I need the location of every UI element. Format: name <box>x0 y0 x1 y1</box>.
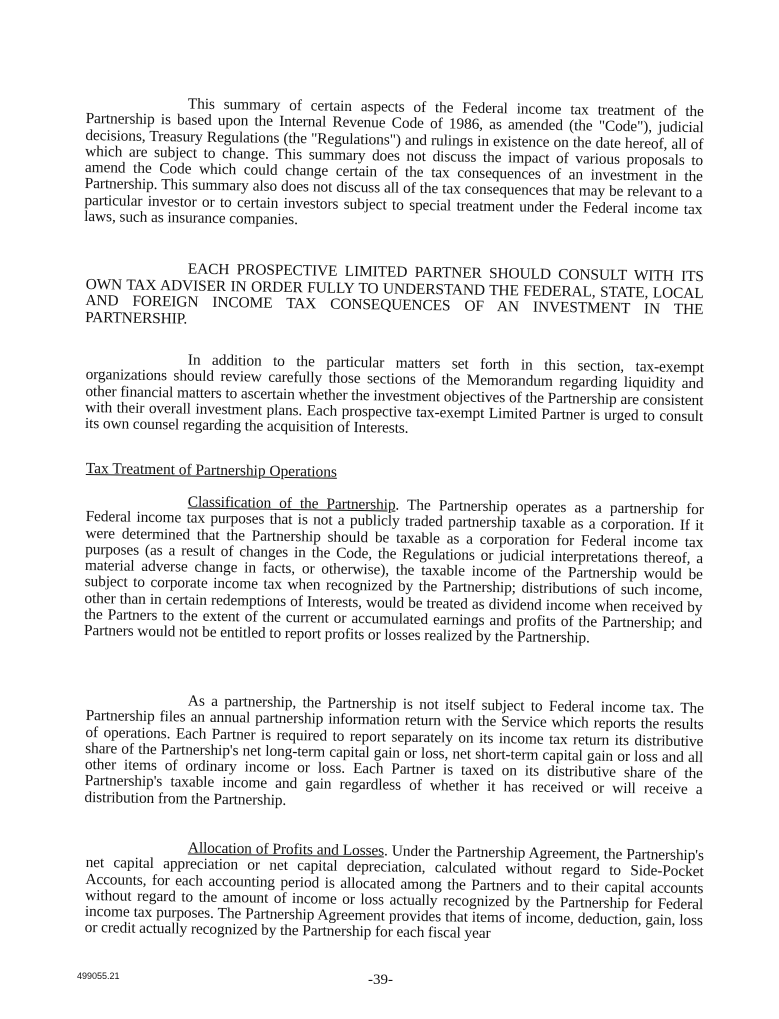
paragraph-consult-warning <box>85 260 704 336</box>
paragraph-text: . Under the Partnership Agreement, the Partnership's net capital appreciation or net capital depreciation, calculated without regard to Side-Pocket Accounts, for each accounting period is allocated among the Partners and to their capital accounts without regard to the amount of income or loss actually recognized by the Partnership for Federal income tax purposes. The Partnership Agreement provides that items of income, deduction, gain, loss or credit actually recognized by the Partnership for each fiscal year <box>84 842 704 943</box>
document-number: 499055.21 <box>77 971 120 981</box>
page-number: -39- <box>368 972 393 988</box>
subheading-classification: Classification of the Partnership <box>187 493 396 514</box>
section-heading: Tax Treatment of Partnership Operations <box>85 460 338 481</box>
paragraph-tax-exempt <box>85 351 704 442</box>
paragraph-classification <box>84 493 704 649</box>
paragraph-text: . The Partnership operates as a partnership for Federal income tax purposes that is not a publicly traded partnership taxable as a corporation. If it were determined that the Partnership should be taxable as a corporation for Federal income tax purposes (as a result of changes in the Code, the Regulations or judicial interpretations thereof, a material adverse change in facts, or otherwise), the taxable income of the Partnership would be subject to corporate income tax when recognized by the Partnership; distributions of such income, other than in certain redemptions of Interests, would be treated as dividend income when received by the Partners to the extent of the current or accumulated earnings and profits of the Partnership; and Partners would not be entitled to report profits or losses realized by the Partnership. <box>83 496 704 647</box>
paragraph-text: In addition to the particular matters set forth in this section, tax-exempt organizations should review carefully those sections of the Memorandum regarding liquidity and other financial matters to ascertain whether the investment objectives of the Partnership are consistent with their overall investment plans. Each prospective tax-exempt Limited Partner is urged to consult its own counsel regarding the acquisition of Interests. <box>84 351 704 437</box>
paragraph-partnership-status <box>84 692 704 815</box>
paragraph-text: EACH PROSPECTIVE LIMITED PARTNER SHOULD CONSULT WITH ITS OWN TAX ADVISER IN ORDER FULLY TO UNDERSTAND THE FEDERAL, STATE, LOCAL AND FOREIGN INCOME TAX CONSEQUENCES OF AN INVESTMENT IN THE PARTNERSHIP. <box>85 260 704 328</box>
paragraph-summary-intro <box>84 95 704 235</box>
paragraph-text: This summary of certain aspects of the Federal income tax treatment of the Partnership is based upon the Internal Revenue Code of 1986, as amended (the "Code"), judicial decisions, Treasury Regulations (the "Regulations") and rulings in existence on the date hereof, all of which are subject to change. This summary does not discuss the impact of various proposals to amend the Code which could change certain of the tax consequences of an investment in the Partnership. This summary also does not discuss all of the tax consequences that may be relevant to a particular investor or to certain investors subject to special treatment under the Federal income tax laws, such as insurance companies. <box>84 95 704 229</box>
subheading-allocation: Allocation of Profits and Losses <box>187 839 385 860</box>
paragraph-allocation <box>85 839 704 946</box>
paragraph-text: As a partnership, the Partnership is not itself subject to Federal income tax. The Partnership files an annual partnership information return with the Service which reports the results of operations. Each Partner is required to report separately on its income tax return its distributive share of the Partnership's net long-term capital gain or loss, net short-term capital gain or loss and all other items of ordinary income or loss. Each Partner is taxed on its distributive share of the Partnership's taxable income and gain regardless of whether it has received or will receive a distribution from the Partnership. <box>84 692 704 809</box>
